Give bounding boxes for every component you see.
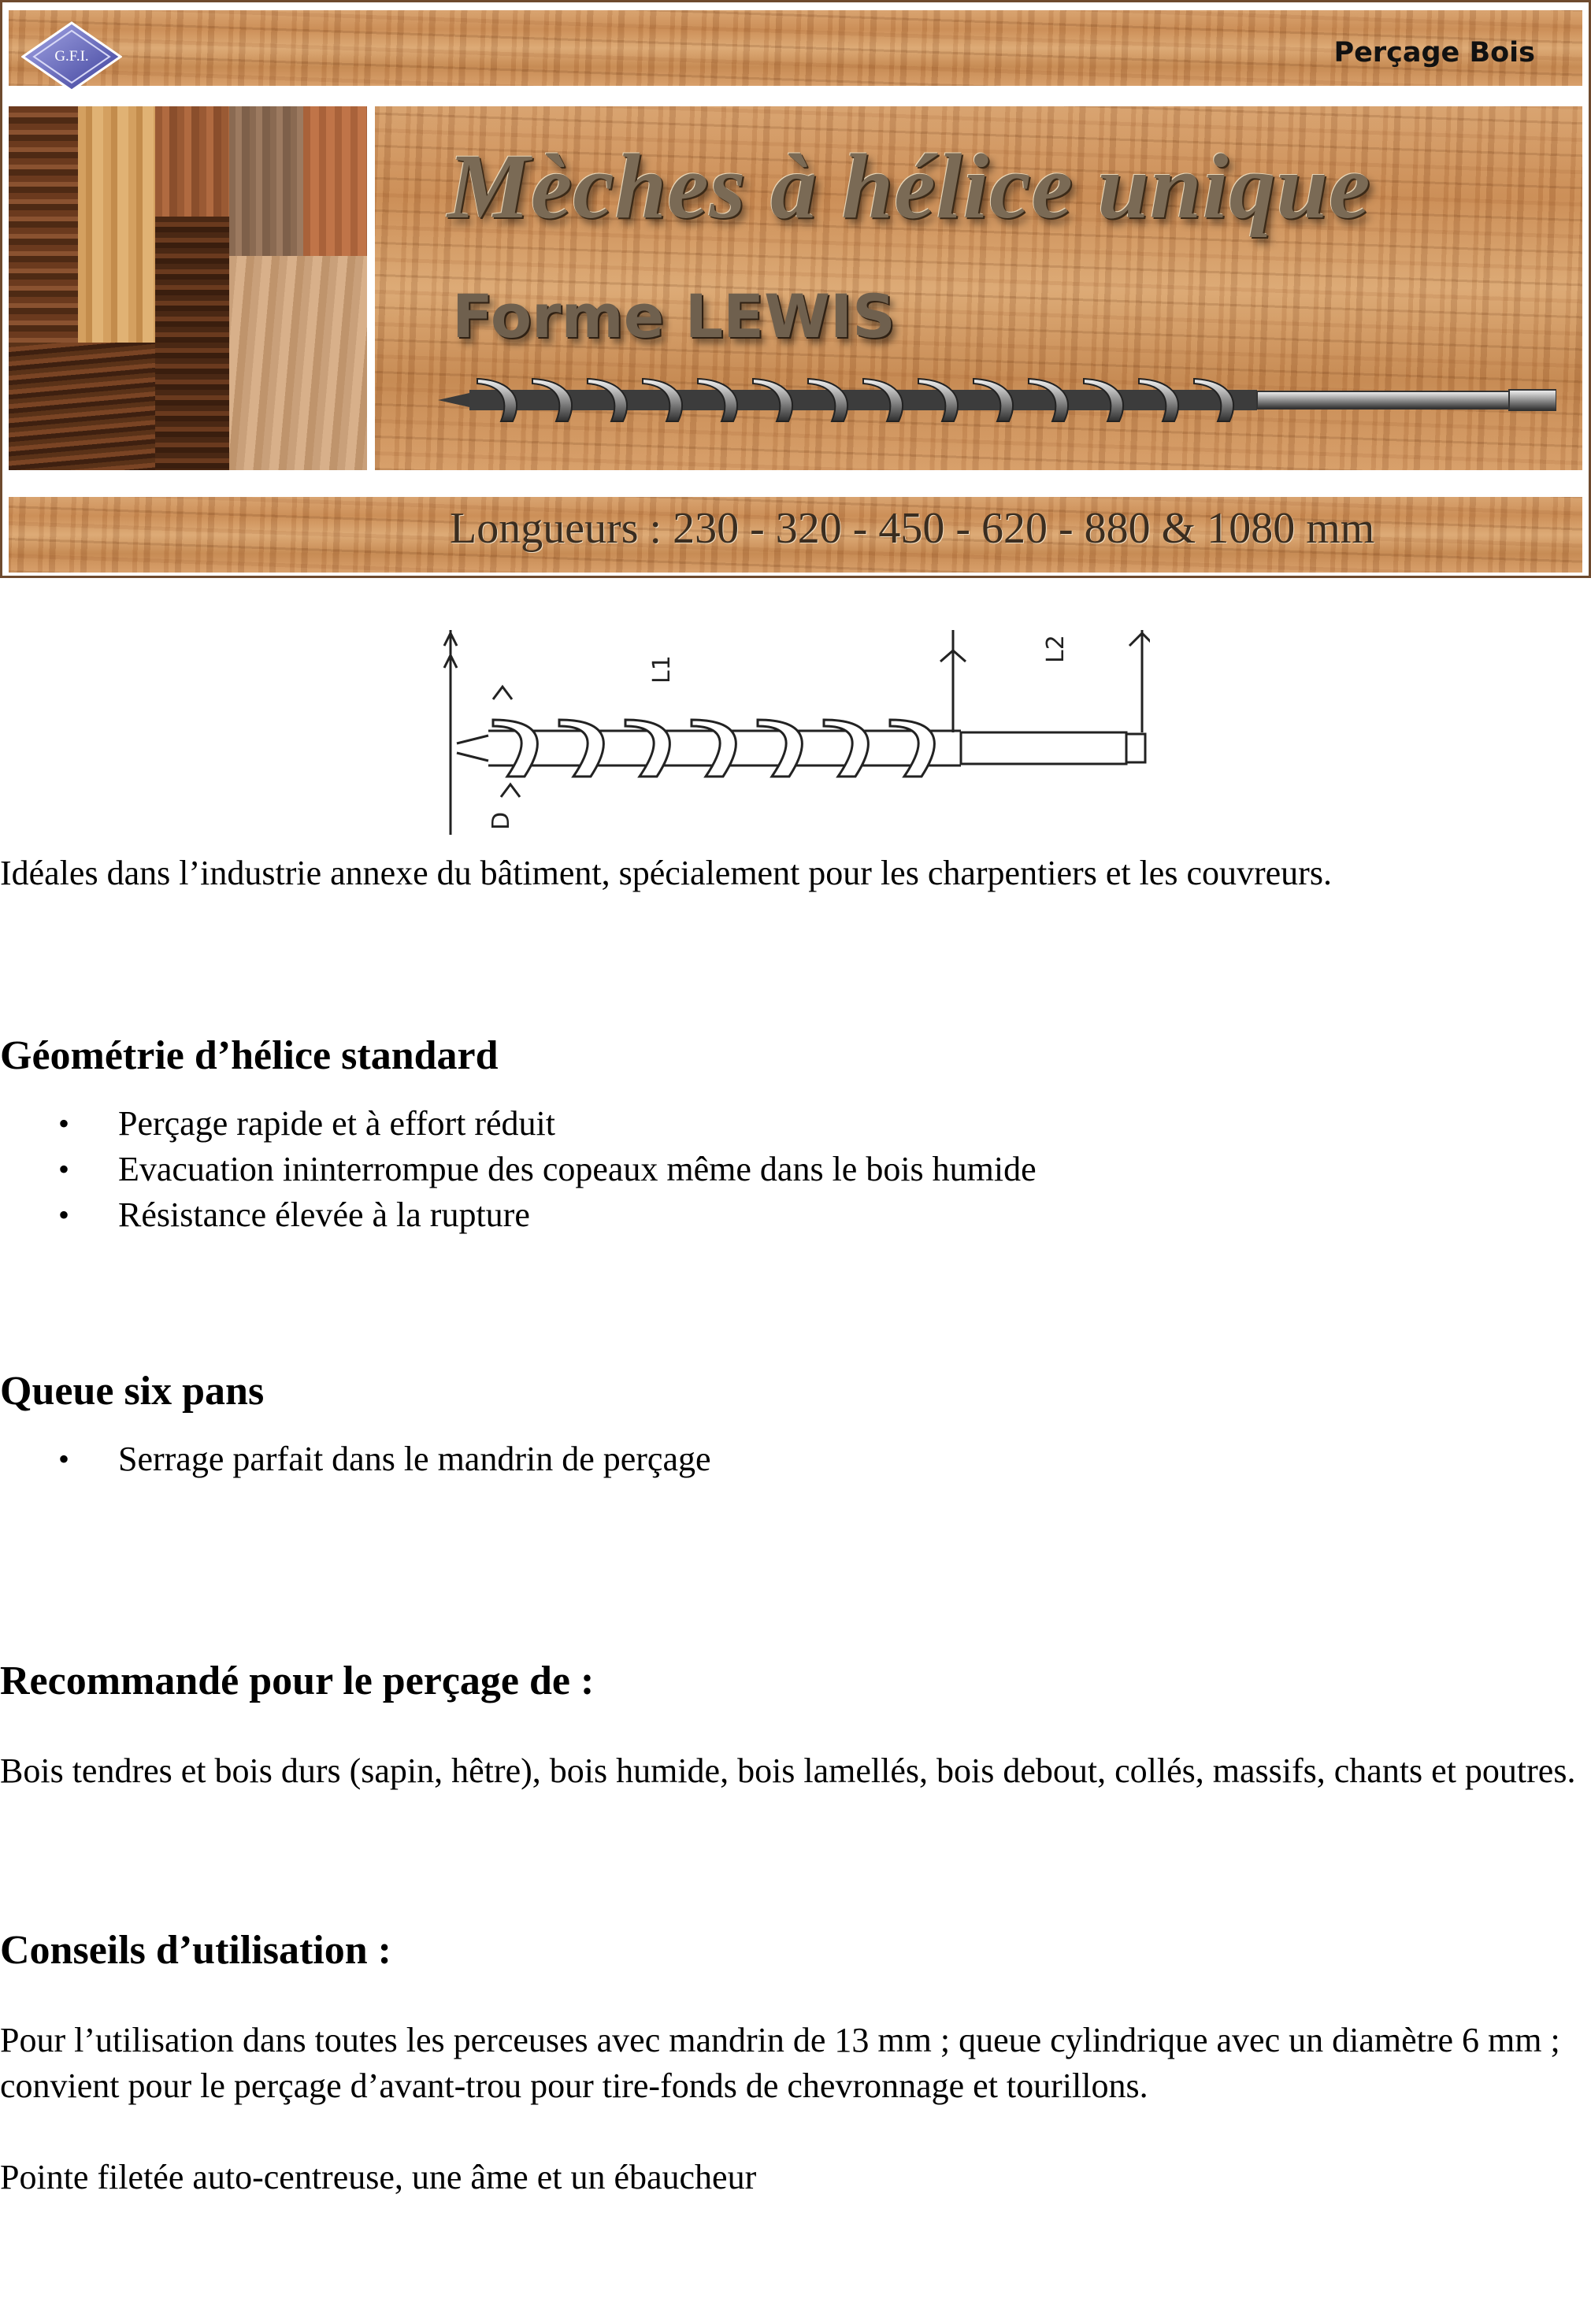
banner-main	[9, 106, 1582, 470]
geometry-list	[0, 1101, 1583, 1238]
gfi-logo: G.F.I.	[21, 21, 122, 92]
banner-subtitle: Forme LEWIS	[452, 281, 896, 351]
recommended-text: Bois tendres et bois durs (sapin, hêtre), bois humide, bois lamellés, bois debout, collés, massifs, chants et poutres.	[0, 1751, 1576, 1790]
banner-title-panel	[375, 106, 1582, 470]
banner-title: Mèches à hélice unique	[447, 135, 1371, 238]
advice-text-tip: Pointe filetée auto-centreuse, une âme et un ébaucheur	[0, 2158, 757, 2196]
heading-shank: Queue six pans	[0, 1369, 265, 1414]
banner-top-bar	[9, 10, 1582, 86]
heading-recommended: Recommandé pour le perçage de :	[0, 1659, 595, 1703]
wood-swatches	[9, 106, 367, 470]
heading-advice: Conseils d’utilisation :	[0, 1928, 391, 1973]
auger-bit-diagram	[441, 622, 1150, 843]
auger-bit-photo	[438, 373, 1556, 428]
label-l1: L1	[648, 655, 676, 684]
intro-text: Idéales dans l’industrie annexe du bâtiment, spécialement pour les charpentiers et les couvreurs.	[0, 854, 1332, 892]
header-banner	[0, 0, 1591, 578]
label-d: D	[488, 811, 515, 830]
advice-text: Pour l’utilisation dans toutes les perceuses avec mandrin de 13 mm ; queue cylindrique avec un diamètre 6 mm ; convient pour le perçage d’avant-trou pour tire-fonds de chevronnage et tourillons.	[0, 2021, 1560, 2105]
label-l2: L2	[1042, 635, 1070, 663]
list-item: • Evacuation ininterrompue des copeaux même dans le bois humide	[0, 1147, 1583, 1192]
shank-list	[0, 1436, 1583, 1482]
product-description	[0, 851, 1583, 2200]
banner-bottom-bar	[9, 497, 1582, 573]
category-label: Perçage Bois	[1333, 37, 1535, 69]
heading-geometry: Géométrie d’hélice standard	[0, 1033, 499, 1078]
list-item: • Serrage parfait dans le mandrin de perçage	[0, 1436, 1583, 1482]
list-item: • Résistance élevée à la rupture	[0, 1192, 1583, 1238]
list-item: • Perçage rapide et à effort réduit	[0, 1101, 1583, 1147]
lengths-text: Longueurs : 230 - 320 - 450 - 620 - 880 & 1080 mm	[450, 504, 1375, 553]
